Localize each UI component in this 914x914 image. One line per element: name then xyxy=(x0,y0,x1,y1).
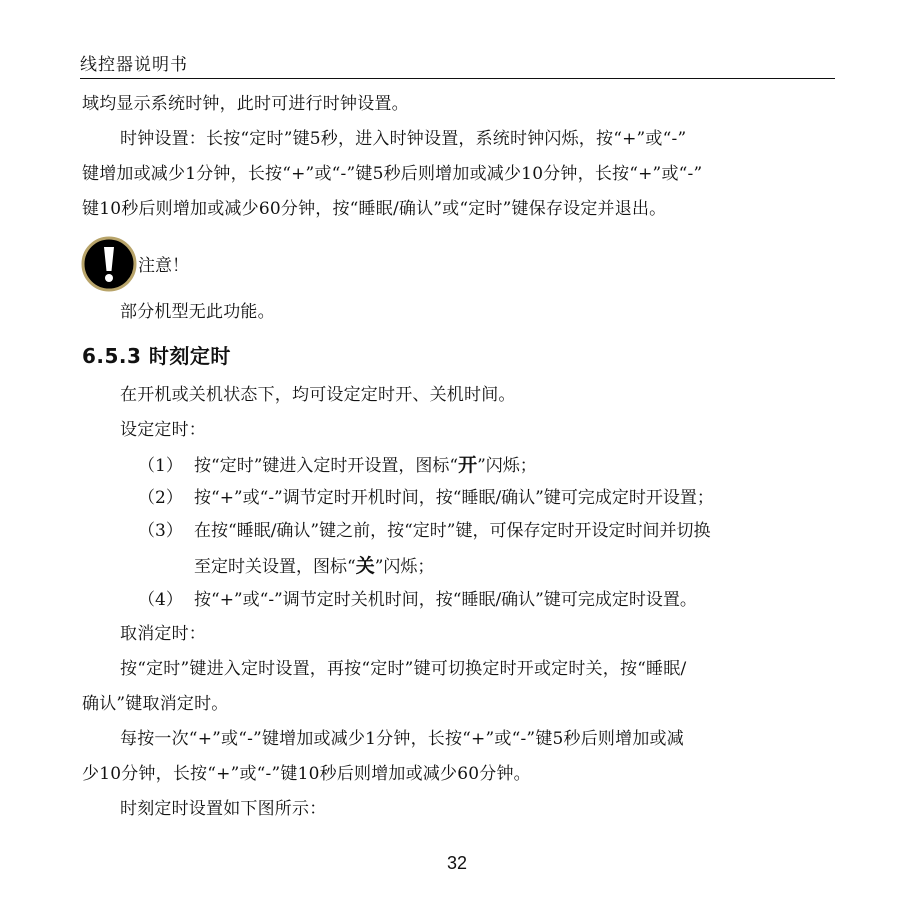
clock-setting-line-1: 时钟设置：长按“定时”键5秒，进入时钟设置，系统时钟闪烁，按“+”或“-” xyxy=(120,129,687,149)
setup-label: 设定定时： xyxy=(120,420,206,440)
step-number: （4） xyxy=(138,590,183,610)
step-2 xyxy=(138,481,714,516)
adjust-line-1: 每按一次“+”或“-”键增加或减少1分钟，长按“+”或“-”键5秒后则增加或减 xyxy=(120,729,684,749)
step-1 xyxy=(138,448,537,484)
timer-on-glyph: 开 xyxy=(458,454,478,476)
figure-reference: 时刻定时设置如下图所示： xyxy=(120,799,327,819)
step-text: 在按“睡眠/确认”键之前，按“定时”键，可保存定时开设定时间并切换 xyxy=(194,521,711,541)
step-4 xyxy=(138,583,697,618)
step-text: 按“+”或“-”调节定时开机时间，按“睡眠/确认”键可完成定时开设置； xyxy=(194,488,714,508)
timer-off-glyph: 关 xyxy=(355,555,375,577)
step-text: ”闪烁； xyxy=(374,557,435,577)
notice-text-block xyxy=(82,295,834,330)
step-number: （3） xyxy=(138,521,183,541)
section-intro: 在开机或关机状态下，均可设定定时开、关机时间。 xyxy=(120,385,516,405)
exclamation-icon xyxy=(81,236,137,292)
clock-setting-line-2: 键增加或减少1分钟，长按“+”或“-”键5秒后则增加或减少10分钟，长按“+”或“-” xyxy=(82,164,703,184)
adjust-line-2: 少10分钟，长按“+”或“-”键10秒后则增加或减少60分钟。 xyxy=(82,764,531,784)
clock-setting-line-3: 键10秒后则增加或减少60分钟，按“睡眠/确认”或“定时”键保存设定并退出。 xyxy=(82,199,667,219)
page-number: 32 xyxy=(446,853,468,873)
intro-line: 域均显示系统时钟，此时可进行时钟设置。 xyxy=(82,94,409,114)
notice-label: 注意！ xyxy=(138,256,189,276)
cancel-block xyxy=(82,617,834,827)
header-divider xyxy=(80,78,835,79)
cancel-line-2: 确认”键取消定时。 xyxy=(82,694,229,714)
step-3-continuation xyxy=(138,549,711,585)
cancel-label: 取消定时： xyxy=(120,624,206,644)
document-header-title: 线控器说明书 xyxy=(80,55,188,75)
step-3 xyxy=(138,514,711,585)
step-text: 按“定时”键进入定时开设置，图标“ xyxy=(194,456,459,476)
step-text: 至定时关设置，图标“ xyxy=(194,557,356,577)
cancel-line-1: 按“定时”键进入定时设置，再按“定时”键可切换定时开或定时关，按“睡眠/ xyxy=(120,659,687,679)
section-title: 6.5.3 时刻定时 xyxy=(82,344,231,368)
step-number: （2） xyxy=(138,488,183,508)
section-intro-block xyxy=(82,378,834,448)
step-text: 按“+”或“-”调节定时关机时间，按“睡眠/确认”键可完成定时设置。 xyxy=(194,590,697,610)
clock-setting-block xyxy=(82,87,834,227)
notice-text: 部分机型无此功能。 xyxy=(120,302,275,322)
step-number: （1） xyxy=(138,456,183,476)
step-text: ”闪烁； xyxy=(477,456,537,476)
